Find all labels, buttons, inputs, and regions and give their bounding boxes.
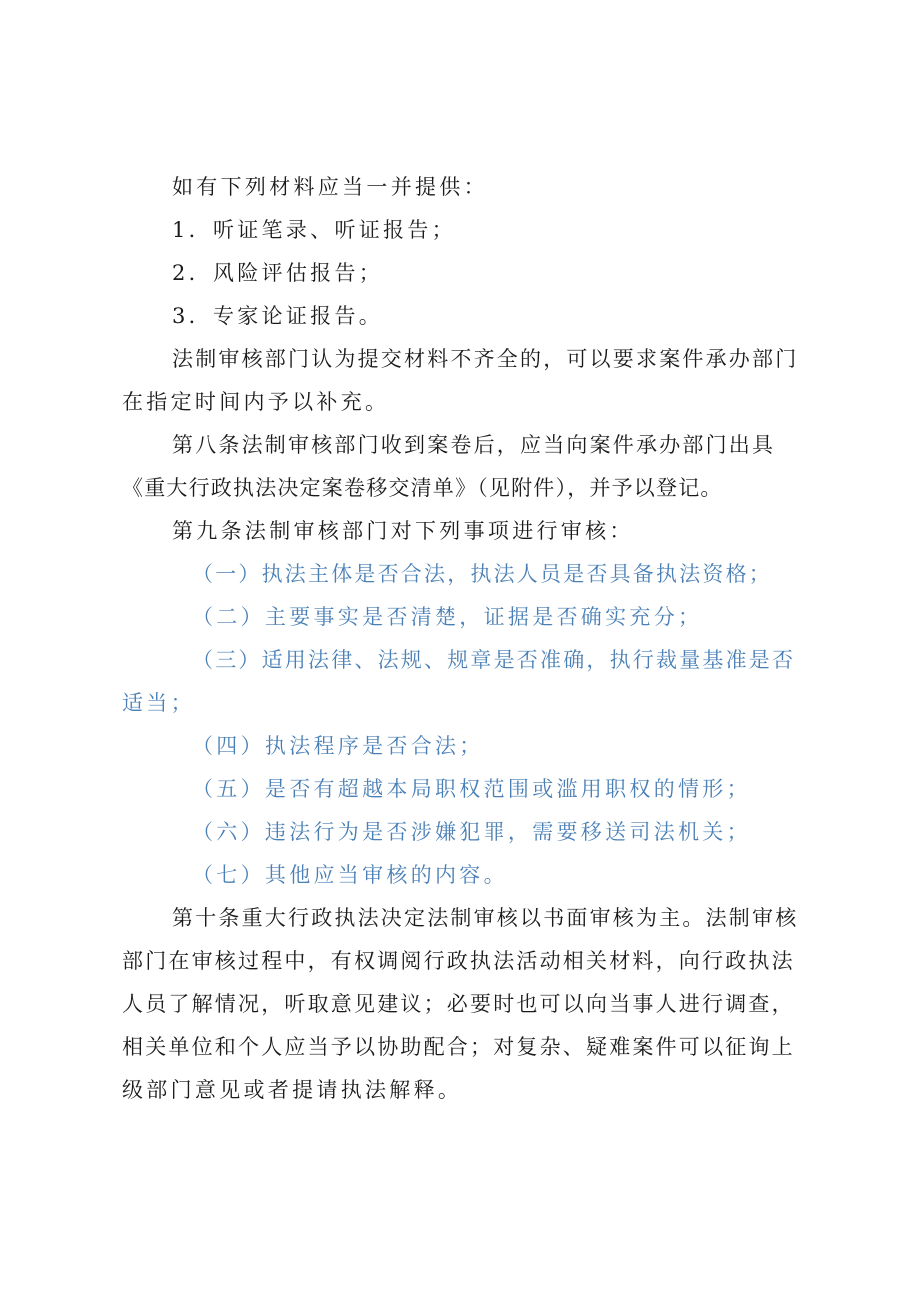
article-10-line-2: 部门在审核过程中，有权调阅行政执法活动相关材料，向行政执法 xyxy=(122,949,795,973)
article-8-line-2: 《重大行政执法决定案卷移交清单》（见附件），并予以登记。 xyxy=(122,476,723,500)
review-item-3-line-1: （三）适用法律、法规、规章是否准确，执行裁量基准是否 xyxy=(192,648,796,672)
review-item-1: （一）执法主体是否合法，执法人员是否具备执法资格； xyxy=(192,562,772,586)
article-10-line-1: 第十条重大行政执法决定法制审核以书面审核为主。法制审核 xyxy=(172,906,799,930)
review-item-3-line-2: 适当； xyxy=(122,691,195,715)
material-item-1: 1．听证笔录、听证报告； xyxy=(172,218,456,242)
review-item-4: （四）执法程序是否合法； xyxy=(192,734,484,758)
material-item-2: 2．风险评估报告； xyxy=(172,261,384,285)
intro-paragraph: 如有下列材料应当一并提供： xyxy=(172,175,488,199)
review-item-2: （二）主要事实是否清楚，证据是否确实充分； xyxy=(192,605,703,629)
document-page xyxy=(122,166,808,1112)
article-10-line-3: 人员了解情况，听取意见建议；必要时也可以向当事人进行调查， xyxy=(122,992,795,1016)
supplement-paragraph-line-1: 法制审核部门认为提交材料不齐全的，可以要求案件承办部门 xyxy=(172,347,799,371)
article-8-line-1: 第八条法制审核部门收到案卷后，应当向案件承办部门出具 xyxy=(172,433,776,457)
material-item-3: 3．专家论证报告。 xyxy=(172,304,384,328)
review-item-7: （七）其他应当审核的内容。 xyxy=(192,863,508,887)
supplement-paragraph-line-2: 在指定时间内予以补充。 xyxy=(122,390,390,414)
article-10-line-4: 相关单位和个人应当予以协助配合；对复杂、疑难案件可以征询上 xyxy=(122,1035,795,1059)
article-10-line-5: 级部门意见或者提请执法解释。 xyxy=(122,1078,463,1102)
review-item-5: （五）是否有超越本局职权范围或滥用职权的情形； xyxy=(192,777,751,801)
review-item-6: （六）违法行为是否涉嫌犯罪，需要移送司法机关； xyxy=(192,820,751,844)
article-9-intro: 第九条法制审核部门对下列事项进行审核： xyxy=(172,519,634,543)
